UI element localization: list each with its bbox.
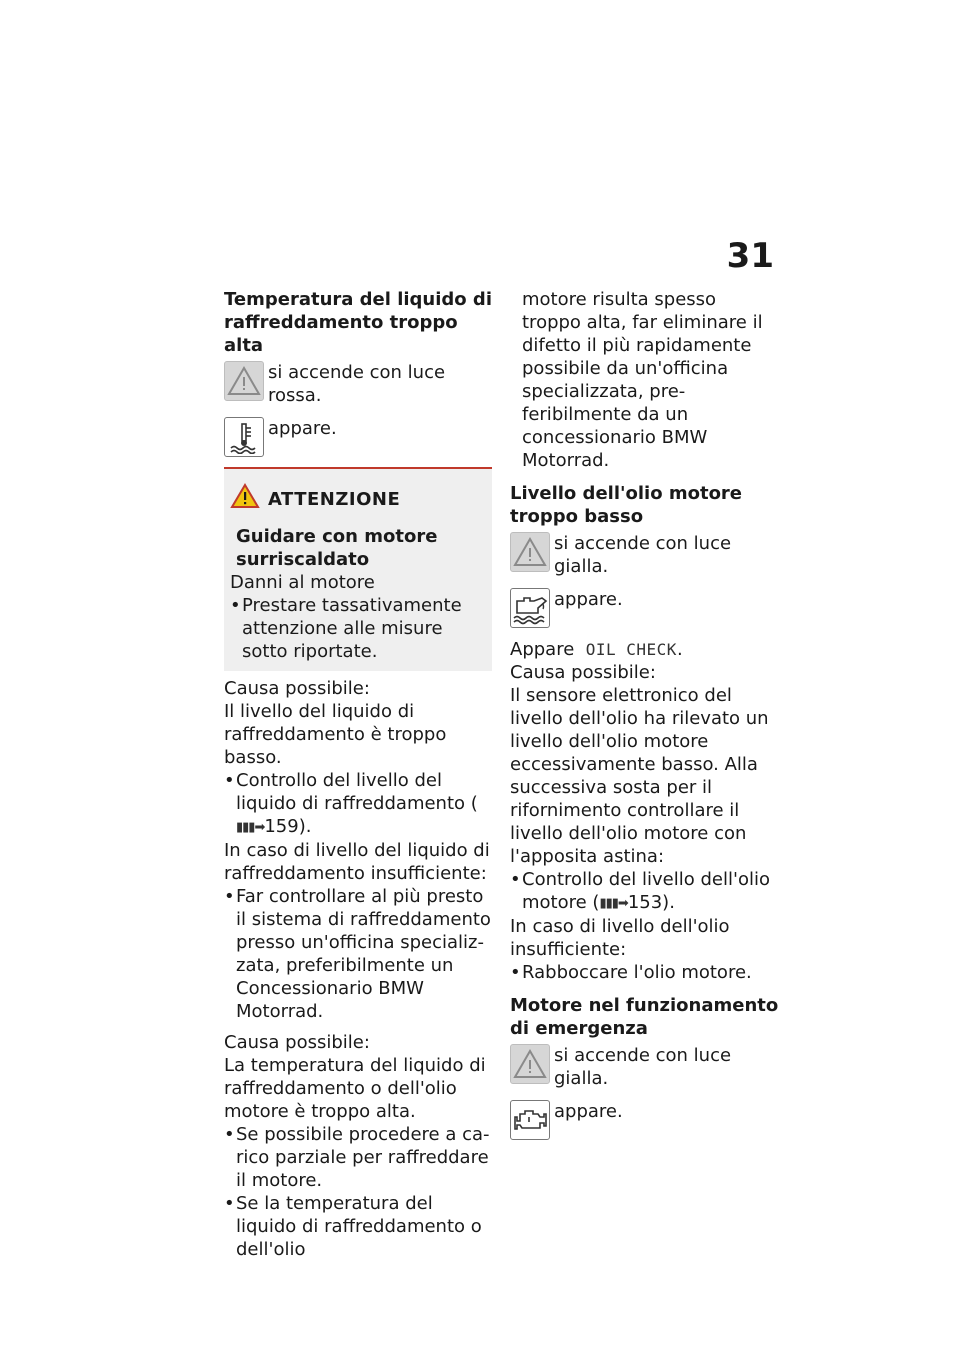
- oil-bullet: • Controllo del livello dell'olio motore (▮▮▮➡153).: [510, 868, 780, 915]
- warning-triangle-icon: [230, 483, 260, 515]
- oil-can-icon: [510, 588, 550, 628]
- page-reference-arrow-icon: ▮▮▮➡: [236, 820, 265, 835]
- emergency-light-text: si accende con luce gialla.: [554, 1045, 732, 1089]
- warning-title-row: [230, 483, 484, 515]
- coolant-temperature-icon: [224, 417, 264, 457]
- cause2-bullet2: • Se la temperatura del liquido di raffreddamento o dell'olio: [224, 1192, 492, 1261]
- warning-triangle-icon: [224, 361, 264, 401]
- coolant-symbol-row: [224, 417, 492, 457]
- emergency-symbol-row: [510, 1100, 780, 1140]
- oil-warning-light-row: [510, 532, 780, 578]
- oil-display-line: Appare OIL CHECK.: [510, 639, 683, 660]
- cause1-bullet: • Controllo del livello del liquido di raffreddamento (▮▮▮➡159).: [224, 769, 492, 839]
- page-number: 31: [726, 236, 774, 276]
- oil-light-text: si accende con luce gialla.: [554, 533, 732, 577]
- cause2-bullet1: • Se possibile procedere a carico parziale per raffreddare il motore.: [224, 1123, 492, 1192]
- coolant-light-text: si accende con luce rossa.: [268, 362, 446, 406]
- cause1-label: Causa possibile:: [224, 678, 370, 699]
- cause2-label: Causa possibile:: [224, 1032, 370, 1053]
- warning-heading: Guidare con motore surriscaldato: [236, 526, 438, 570]
- warning-triangle-icon: [510, 1044, 550, 1084]
- oil-cause-label: Causa possibile:: [510, 662, 656, 683]
- coolant-appears-text: appare.: [268, 418, 337, 439]
- cause1-insufficient: In caso di livello del liquido di raffreddamento insufficiente:: [224, 840, 490, 884]
- continued-bullet: • motore risulta spesso troppo alta, far eliminare il difetto il più rapidamente possibile da un'officina specializzata, preferibilmente da un concessionario BMW Motorrad.: [510, 288, 780, 472]
- warning-triangle-icon: [510, 532, 550, 572]
- section-heading-emergency: Motore nel funzionamento di emergenza: [510, 995, 779, 1039]
- emergency-warning-light-row: [510, 1044, 780, 1090]
- section-heading-coolant: Temperatura del liquido di raffreddamento troppo alta: [224, 289, 492, 356]
- warning-box: [224, 467, 492, 671]
- page-ref-link[interactable]: 153: [627, 892, 663, 913]
- oil-appears-text: appare.: [554, 589, 623, 610]
- engine-check-icon: [510, 1100, 550, 1140]
- oil-bullet2: • Rabboccare l'olio motore.: [510, 961, 780, 984]
- section-heading-oil: Livello dell'olio motore troppo basso: [510, 483, 743, 527]
- warning-damage: Danni al motore: [230, 572, 375, 593]
- page-ref-link[interactable]: 159: [264, 816, 299, 837]
- page-reference-arrow-icon: ▮▮▮➡: [599, 896, 628, 911]
- cause1-bullet2: • Far controllare al più presto il sistema di raffreddamento presso un'officina specializzata, preferibilmente un Concessionario BMW Motorrad.: [224, 885, 492, 1023]
- cause1-text: Il livello del liquido di raffreddamento è troppo basso.: [224, 701, 447, 768]
- coolant-warning-light-row: [224, 361, 492, 407]
- cause2-text: La temperatura del liquido di raffreddamento o dell'olio motore è troppo alta.: [224, 1055, 486, 1122]
- oil-symbol-row: [510, 588, 780, 628]
- emergency-appears-text: appare.: [554, 1101, 623, 1122]
- oil-insufficient: In caso di livello dell'olio insufficiente:: [510, 916, 730, 960]
- right-column: [510, 288, 780, 1150]
- left-column: [224, 288, 492, 1261]
- oil-check-display: OIL CHECK: [585, 640, 677, 659]
- warning-bullet: • Prestare tassativamente attenzione alle misure sotto riportate.: [230, 594, 484, 663]
- oil-cause-text: Il sensore elettronico del livello dell'olio ha rilevato un livello dell'olio motore eccessivamente basso. Alla successiva sosta per il rifornimento controllare il livello dell'olio motore con l'apposita astina:: [510, 685, 769, 867]
- warning-title: ATTENZIONE: [268, 488, 401, 510]
